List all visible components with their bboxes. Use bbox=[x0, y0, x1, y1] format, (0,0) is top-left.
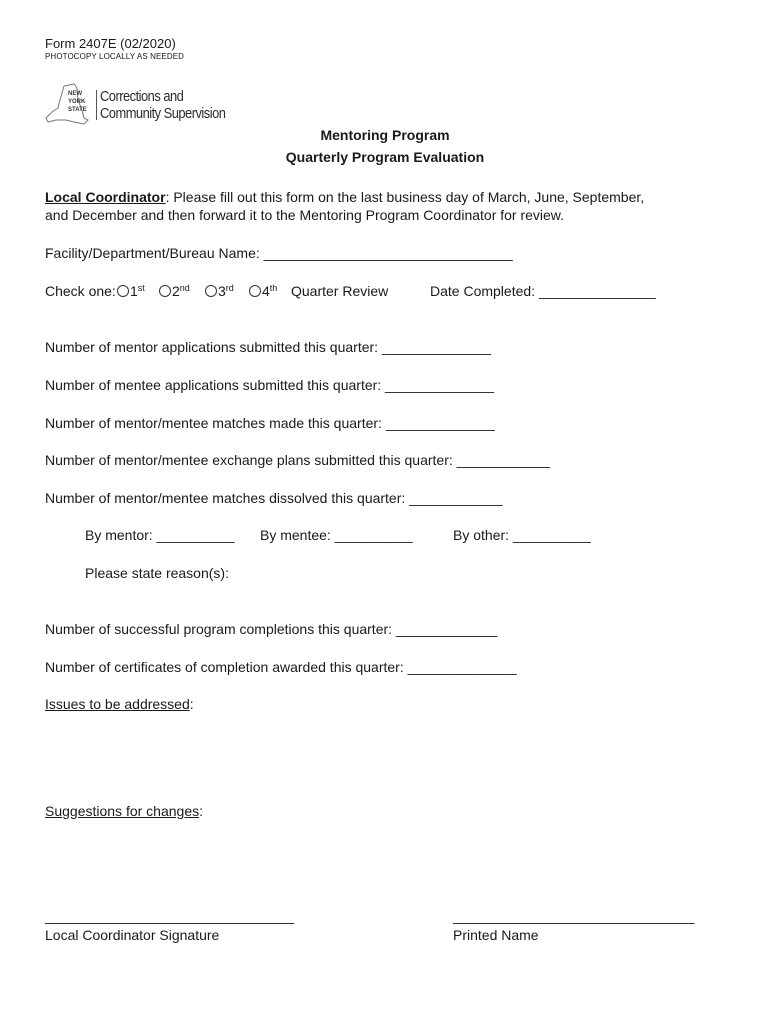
logo-state-line2: YORK bbox=[68, 99, 86, 105]
local-coordinator-label: Local Coordinator bbox=[45, 189, 166, 205]
title-line2: Quarterly Program Evaluation bbox=[285, 149, 485, 165]
matches-dissolved-field[interactable]: Number of mentor/mentee matches dissolved this quarter: ____________ bbox=[45, 490, 503, 506]
facility-name-field[interactable]: Facility/Department/Bureau Name: ________________________________ bbox=[45, 245, 513, 261]
logo-agency-line1: Corrections and bbox=[100, 88, 184, 105]
title-line1: Mentoring Program bbox=[320, 127, 450, 143]
quarter-review-label: Quarter Review bbox=[291, 283, 389, 299]
instructions-text-1: : Please fill out this form on the last business day of March, June, September, bbox=[165, 189, 645, 205]
agency-logo bbox=[44, 82, 224, 128]
instructions-line1 bbox=[45, 189, 644, 205]
logo-divider bbox=[96, 90, 97, 120]
reasons-label: Please state reason(s): bbox=[85, 565, 229, 581]
mentee-applications-field[interactable]: Number of mentee applications submitted this quarter: ______________ bbox=[45, 377, 495, 393]
radio-circle-icon bbox=[159, 285, 171, 297]
quarter-radio-2[interactable]: 2nd bbox=[159, 283, 190, 299]
radio-circle-icon bbox=[249, 285, 261, 297]
by-mentor-field[interactable]: By mentor: __________ bbox=[85, 527, 235, 543]
quarter-radio-4[interactable]: 4th bbox=[249, 283, 277, 299]
quarter-radio-1[interactable]: 1st bbox=[117, 283, 145, 299]
logo-state-line1: NEW bbox=[68, 91, 82, 97]
logo-state-line3: STATE bbox=[68, 107, 87, 113]
radio-circle-icon bbox=[205, 285, 217, 297]
certificates-field[interactable]: Number of certificates of completion awarded this quarter: ______________ bbox=[45, 659, 517, 675]
issues-heading: Issues to be addressed: bbox=[45, 696, 194, 712]
logo-agency-line2: Community Supervision bbox=[100, 105, 226, 122]
printed-name-line[interactable]: _______________________________ bbox=[453, 908, 695, 924]
matches-made-field[interactable]: Number of mentor/mentee matches made this quarter: ______________ bbox=[45, 415, 495, 431]
mentor-applications-field[interactable]: Number of mentor applications submitted this quarter: ______________ bbox=[45, 339, 491, 355]
coordinator-signature-line[interactable]: ________________________________ bbox=[45, 908, 295, 924]
printed-name-label: Printed Name bbox=[453, 927, 539, 943]
ny-state-outline-icon bbox=[44, 82, 96, 128]
form-id: Form 2407E (02/2020) bbox=[45, 36, 176, 51]
suggestions-heading: Suggestions for changes: bbox=[45, 803, 203, 819]
by-other-field[interactable]: By other: __________ bbox=[453, 527, 591, 543]
check-one-label: Check one: bbox=[45, 283, 116, 299]
by-mentee-field[interactable]: By mentee: __________ bbox=[260, 527, 413, 543]
instructions-line2: and December and then forward it to the Mentoring Program Coordinator for review. bbox=[45, 207, 565, 223]
completions-field[interactable]: Number of successful program completions this quarter: _____________ bbox=[45, 621, 498, 637]
radio-circle-icon bbox=[117, 285, 129, 297]
photocopy-note: PHOTOCOPY LOCALLY AS NEEDED bbox=[45, 52, 185, 61]
date-completed-field[interactable]: Date Completed: _______________ bbox=[430, 283, 656, 299]
exchange-plans-field[interactable]: Number of mentor/mentee exchange plans submitted this quarter: ____________ bbox=[45, 452, 551, 468]
quarter-radio-3[interactable]: 3rd bbox=[205, 283, 234, 299]
coordinator-signature-label: Local Coordinator Signature bbox=[45, 927, 220, 943]
